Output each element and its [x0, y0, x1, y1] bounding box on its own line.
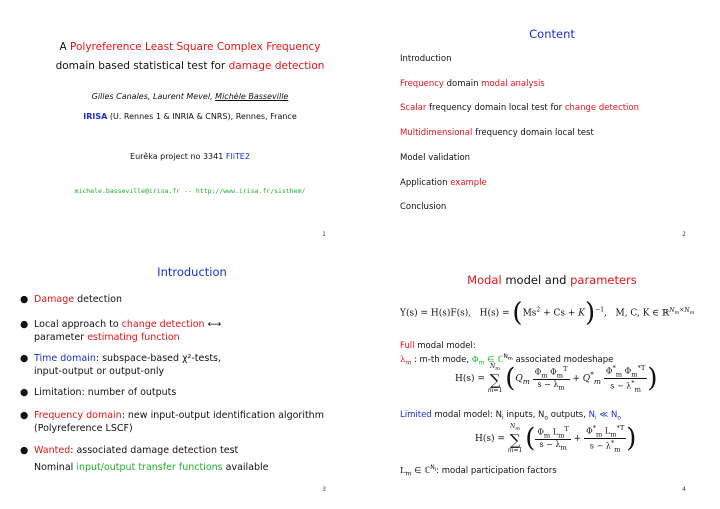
lambda-sub: m [405, 359, 412, 367]
title-parameters: parameters [570, 273, 637, 287]
nominal-text-2: available [222, 462, 269, 473]
ineq-n: N [588, 410, 595, 420]
transfer-function-equation: Y(s) = H(s)F(s), $H(s) = (Ms^2 + Cs + K)^{-1}$, M, C, K ∈ ℝ$^{N_m\times N_m}$ [400, 298, 695, 328]
bullet-arrow: ⟷ [204, 319, 222, 330]
lm-text: : modal participation factors [436, 465, 557, 476]
lm-sub: m [405, 470, 412, 478]
slide-4 [360, 255, 720, 509]
limited-model-line [400, 410, 621, 422]
phi-set: ∈ ℂ [484, 354, 504, 365]
no-sub: o [544, 414, 549, 422]
bullet-text-2: parameter [34, 331, 88, 343]
toc-item-text: change detection [564, 103, 639, 113]
email-link[interactable]: michele.basseville@irisa.fr -- http://www.irisa.fr/sisthem/ [74, 187, 306, 195]
bullet-dot-icon: ● [20, 353, 29, 364]
toc-item [400, 128, 594, 138]
lm-dim-sub: i [434, 467, 437, 474]
toc-item [400, 54, 451, 64]
slide-1 [0, 0, 360, 254]
lm-dim: N [430, 464, 435, 471]
bullet-limitation [20, 387, 177, 400]
bullet-wanted [20, 445, 239, 458]
phi-dim-sub: m [507, 356, 513, 363]
title-modal: Modal [467, 273, 502, 287]
toc-item-text: domain [443, 79, 482, 89]
toc-item-text: frequency domain local test [472, 128, 594, 138]
project-name: FliTE2 [225, 152, 250, 161]
lm-symbol: L [400, 465, 406, 476]
toc-item [400, 178, 487, 188]
bullet-text: : associated damage detection test [70, 445, 239, 456]
bullet-highlight: Frequency domain [34, 410, 122, 421]
full-text: modal model: [414, 341, 476, 351]
phi-symbol: Φ [471, 354, 479, 365]
bullet-text-2: input-output or output-only [34, 365, 165, 377]
affiliation [0, 112, 380, 121]
title-highlight: Polyreference Least Square Complex Frequency [70, 41, 321, 53]
toc-item-text: example [450, 178, 487, 188]
ineq-ll: ≪ N [596, 410, 618, 420]
title-highlight-2: damage detection [228, 60, 325, 72]
page-number: 4 [682, 486, 686, 493]
bullet-local-approach [20, 319, 222, 344]
bullet-highlight: Time domain [34, 353, 96, 364]
bullet-text-2: (Polyreference LSCF) [34, 422, 133, 434]
ineq-o: o [617, 414, 622, 422]
project [0, 152, 380, 161]
bullet-dot-icon: ● [20, 410, 29, 421]
bullet-time-domain [20, 353, 222, 378]
toc-item-text: Model validation [400, 153, 471, 163]
lm-line [400, 464, 557, 478]
title-text-2: domain based statistical test for [55, 60, 229, 72]
bullet-text: : subspace-based χ²-tests, [95, 353, 222, 364]
bullet-dot-icon: ● [20, 294, 29, 305]
lambda-symbol: λ [400, 354, 406, 365]
bullet-dot-icon: ● [20, 319, 29, 330]
limited-text-2: inputs, N [503, 410, 545, 420]
toc-item-text: Frequency [400, 79, 444, 89]
affiliation-irisa: IRISA [83, 112, 108, 121]
slide-4-title [372, 273, 720, 287]
slide-3 [0, 255, 360, 509]
lambda-text: : m-th mode, [411, 354, 472, 365]
toc-item [400, 153, 470, 163]
bullet-highlight: change detection [121, 319, 205, 330]
authors-text: Gilles Canales, Laurent Mevel, [91, 92, 216, 101]
full-model-equation: $H(s) = N_m$ ∑ m=1 ($Q_m$ $\frac{\Phi_m \Phi_m^T}{s - \lambda_m}$ + $Q^*_m$ $\frac{\Phi^*_m \Phi_m^{*T}}{s - \lambda^*_m}$ ) [455, 363, 658, 395]
toc-item-text: Introduction [400, 54, 452, 64]
bullet-damage [20, 294, 122, 307]
toc-item-text: Application [400, 178, 451, 188]
bullet-highlight: Damage [34, 294, 75, 305]
bullet-text: Limitation: number of outputs [34, 387, 177, 398]
nominal-text: Nominal [34, 462, 77, 473]
lm-set: ∈ ℂ [411, 465, 431, 476]
toc-item [400, 103, 639, 113]
toc-item [400, 79, 545, 89]
bullet-dot-icon: ● [20, 445, 29, 456]
limited-text: modal model: N [431, 410, 502, 420]
page-number: 3 [322, 486, 326, 493]
limited-model-equation: $H(s) = N_m$ ∑ m=1 ( $\frac{\Phi_m L_m^T}{s - \lambda_m}$ + $\frac{\Phi^*_m L_m^{*T}}{s - \lambda^*_m}$ ) [475, 423, 637, 455]
bullet-text: Local approach to [34, 319, 122, 330]
toc-item-text: Scalar [400, 103, 427, 113]
bullet-frequency-domain [20, 410, 324, 435]
page-number: 1 [322, 231, 326, 238]
title-text: model and [501, 273, 571, 287]
project-text: Eurêka project no 3341 [130, 152, 226, 161]
page-number: 2 [682, 231, 686, 238]
slide-2-title: Content [529, 27, 575, 41]
toc-item-text: modal analysis [481, 79, 545, 89]
toc-item [400, 202, 446, 212]
bullet-text: : new input-output identification algorithm [121, 410, 324, 421]
bullet-highlight: Wanted [34, 445, 71, 456]
nominal-highlight: input/output transfer functions [76, 462, 223, 473]
lambda-text-2: associated modeshape [512, 354, 614, 365]
full-model-label [400, 341, 476, 351]
nominal-transfer-line [34, 462, 269, 475]
phi-dim: N [503, 353, 508, 360]
full-highlight: Full [400, 341, 415, 351]
bullet-highlight-2: estimating function [87, 331, 180, 343]
ni-sub: i [501, 414, 504, 422]
ineq-i: i [595, 414, 597, 422]
toc-item-text: Conclusion [400, 202, 447, 212]
title-text: A [59, 41, 71, 53]
authors [0, 92, 380, 101]
slide-2 [360, 0, 720, 254]
toc-item-text: frequency domain local test for [426, 103, 565, 113]
bullet-dot-icon: ● [20, 387, 29, 398]
slide-3-title: Introduction [157, 265, 227, 279]
limited-highlight: Limited [400, 410, 432, 420]
limited-text-3: outputs, [548, 410, 589, 420]
bullet-text: detection [74, 294, 122, 305]
toc-item-text: Multidimensional [400, 128, 473, 138]
phi-sub: m [478, 359, 485, 367]
affiliation-text: (U. Rennes 1 & INRIA & CNRS), Rennes, France [107, 112, 297, 121]
authors-underlined: Michèle Basseville [215, 92, 289, 101]
slide-1-title [0, 38, 380, 76]
